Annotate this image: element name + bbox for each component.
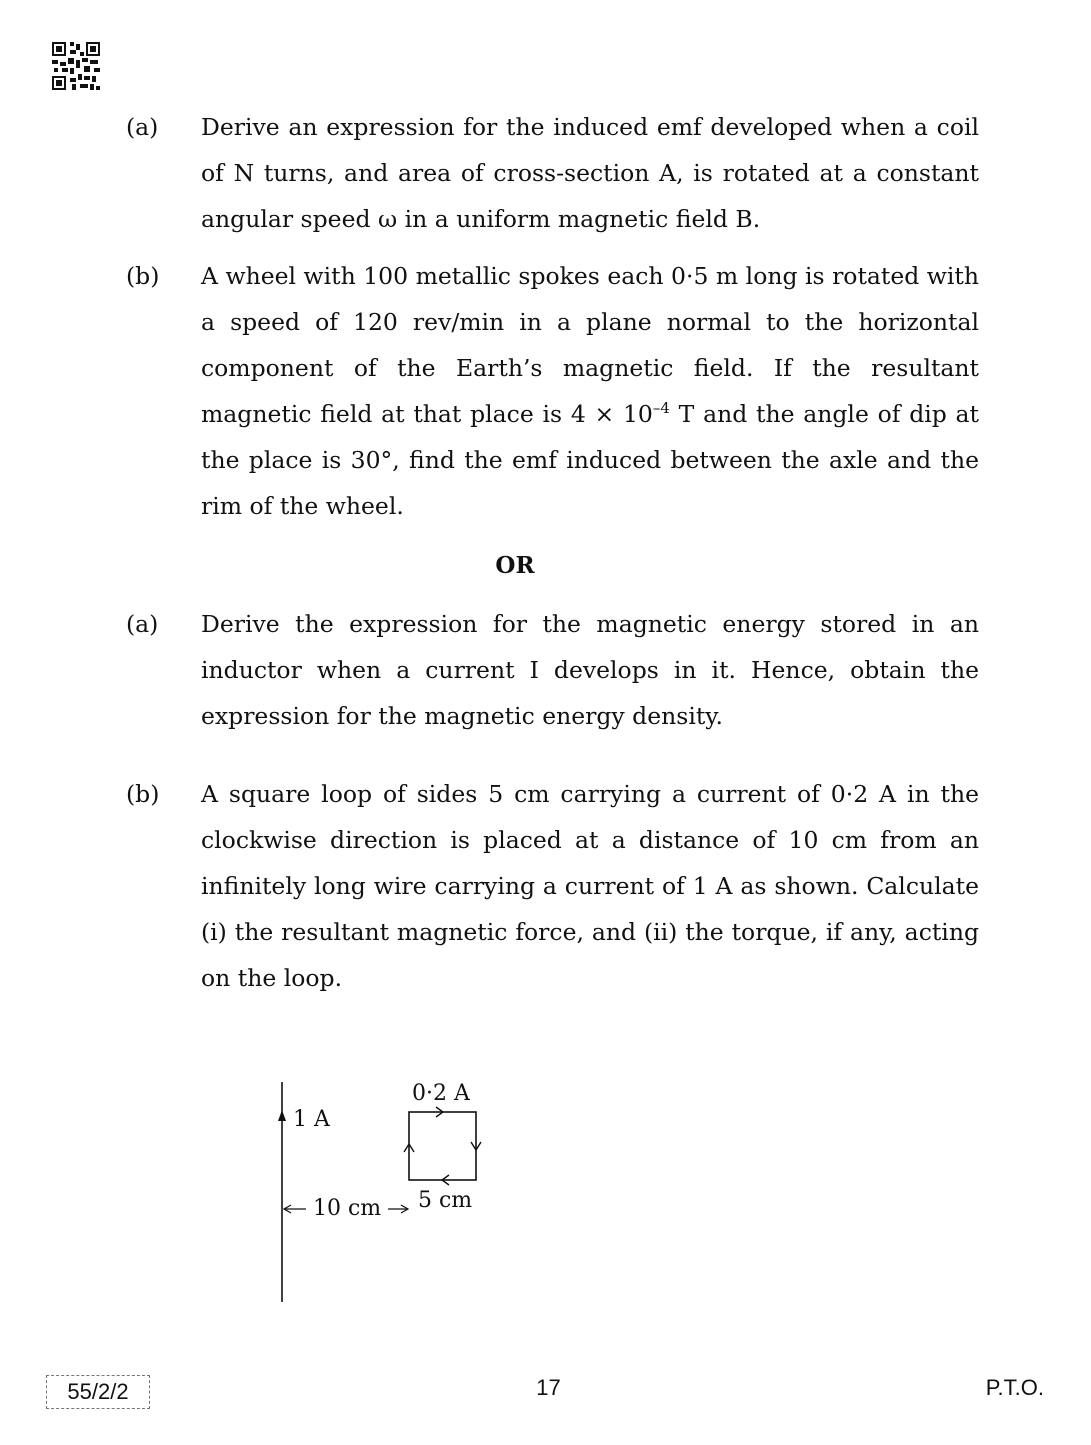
or-divider: OR [495, 552, 535, 579]
question-text: A square loop of sides 5 cm carrying a current of 0·2 A in the clockwise direction is placed at a distance of 10 cm from an infinitely long wire carrying a current of 1 A as shown. Calculate (i) the resultant magnetic force, and (ii) the torque, if any, acting on the loop. [201, 780, 979, 992]
wire-loop-diagram [262, 1070, 522, 1310]
pto-label: P.T.O. [985, 1375, 1044, 1400]
exponent: –4 [652, 399, 670, 418]
question-text: Derive an expression for the induced emf developed when a coil of N turns, and area of cross-section A, is rotated at a constant angular speed ω in a uniform magnetic field B. [201, 113, 979, 233]
paper-code: 55/2/2 [46, 1375, 150, 1409]
question-text-part: A wheel with 100 metallic spokes each 0·5 m long is rotated with a speed of 120 rev/min in a plane normal to the horizontal component of the Earth’s magnetic field. If the resultant magnetic field at that place is 4 × 10 [201, 262, 979, 428]
loop-current-label: 0·2 A [412, 1081, 470, 1106]
wire-current-arrow [278, 1110, 286, 1121]
page-number: 17 [536, 1375, 561, 1400]
question-label: (a) [126, 610, 159, 638]
question-label: (a) [126, 113, 159, 141]
question-label: (b) [126, 262, 160, 290]
question-label: (b) [126, 780, 160, 808]
wire-current-label: 1 A [293, 1107, 330, 1132]
qr-code-icon [52, 42, 100, 90]
question-text: Derive the expression for the magnetic energy stored in an inductor when a current I develops in it. Hence, obtain the expression for the magnetic energy density. [201, 610, 979, 730]
question-text [201, 253, 979, 529]
side-length-label: 5 cm [418, 1188, 473, 1213]
square-loop [409, 1112, 476, 1180]
distance-label: 10 cm [313, 1196, 382, 1221]
diagram-graphics [262, 1070, 522, 1310]
question-text-part: T and the angle of dip at the place is 30°, find the emf induced between the axle and the rim of the wheel. [201, 400, 979, 520]
